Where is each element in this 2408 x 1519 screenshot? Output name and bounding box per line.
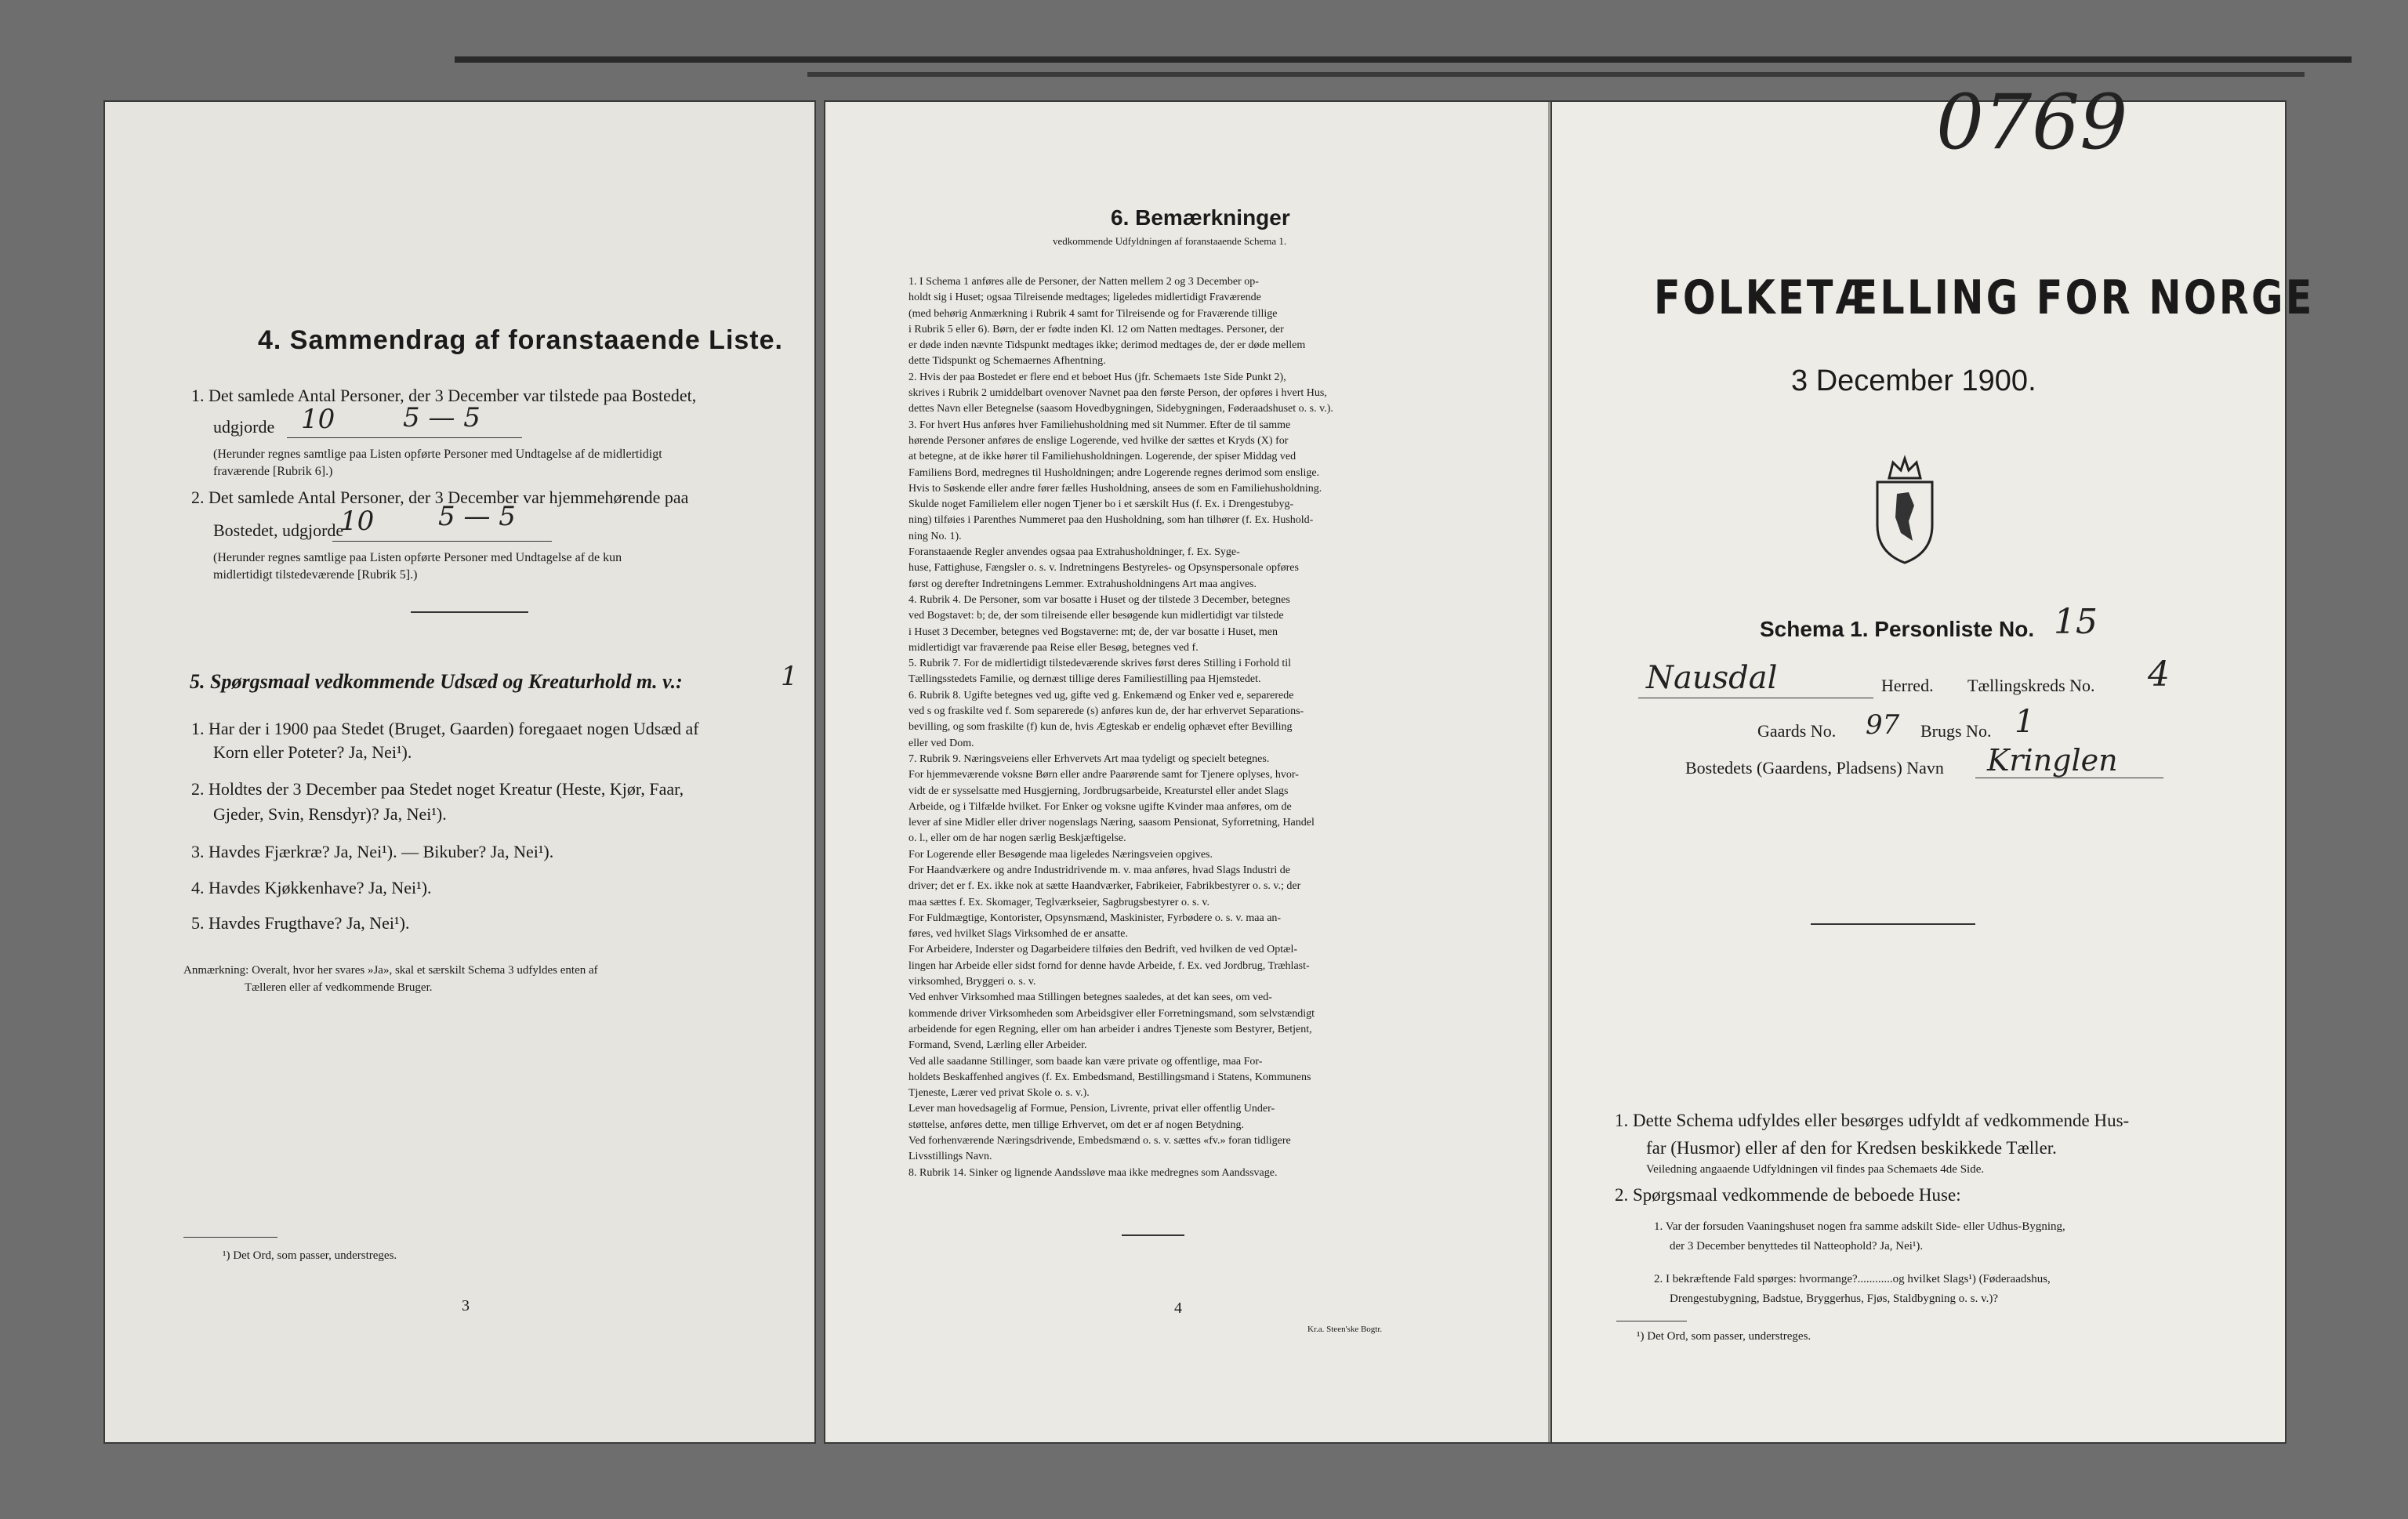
note-2-q1-line1: 1. Var der forsuden Vaaningshuset nogen fra samme adskilt Side- eller Udhus-Bygning, bbox=[1654, 1220, 2065, 1233]
s5-q1-line1: 1. Har der i 1900 paa Stedet (Bruget, Gaarden) foregaaet nogen Udsæd af bbox=[191, 719, 699, 738]
remark-line: For Arbeidere, Inderster og Dagarbeidere tilføies den Bedrift, ved hvilken de ved Optæl- bbox=[908, 944, 1298, 956]
remark-line: holdt sig i Huset; ogsaa Tilreisende medtages; ligeledes midlertidigt Fraværende bbox=[908, 292, 1261, 304]
remark-line: hørende Personer anføres de enslige Logerende, ved hvilke der sættes et Kryds (X) for bbox=[908, 434, 1289, 447]
remark-line2: Tælleren eller af vedkommende Bruger. bbox=[245, 981, 433, 994]
bosted-name: Kringlen bbox=[1987, 743, 2118, 778]
s4-q1-note1: (Herunder regnes samtlige paa Listen opførte Personer med Undtagelse af de midlertidigt bbox=[213, 448, 662, 461]
remark-line: holdets Beskaffenhed angives (f. Ex. Embedsmand, Bestillingsmand i Statens, Kommunens bbox=[908, 1071, 1311, 1083]
remark-line: ning No. 1). bbox=[908, 530, 962, 542]
remark-line: Livsstillings Navn. bbox=[908, 1151, 992, 1163]
s4-q2-line1: 2. Det samlede Antal Personer, der 3 December var hjemmehørende paa bbox=[191, 488, 689, 507]
remark-line: 8. Rubrik 14. Sinker og lignende Aandssløve maa ikke medregnes som Aandssvage. bbox=[908, 1166, 1278, 1179]
s5-q2-line1: 2. Holdtes der 3 December paa Stedet noget Kreatur (Heste, Kjør, Faar, bbox=[191, 779, 684, 799]
remark-line: Hvis to Søskende eller andre fører fælles Husholdning, ansees de som en Familiehusholdning. bbox=[908, 482, 1322, 495]
scan-edge-top bbox=[455, 56, 2352, 63]
remark-line: Familiens Bord, medregnes til Husholdningen; andre Logerende regnes derimod som enslige. bbox=[908, 466, 1320, 479]
remark-line: maa sættes f. Ex. Skomager, Teglværkseier, Sagbrugsbestyrer o. s. v. bbox=[908, 896, 1209, 908]
s4-q1-underline bbox=[287, 437, 522, 438]
note-2-q2-line2: Drengestubygning, Badstue, Bryggerhus, Fjøs, Staldbygning o. s. v.)? bbox=[1670, 1292, 1998, 1305]
remark-line: 5. Rubrik 7. For de midlertidigt tilstedeværende skrives først deres Stilling i Forhold til bbox=[908, 658, 1292, 670]
census-title: FOLKETÆLLING FOR NORGE bbox=[1654, 270, 2315, 325]
s5-q5: 5. Havdes Frugthave? Ja, Nei¹). bbox=[191, 913, 410, 933]
remark-line: føres, ved hvilket Slags Virksomhed de er ansatte. bbox=[908, 928, 1128, 941]
s5-q1-line2: Korn eller Poteter? Ja, Nei¹). bbox=[213, 742, 412, 762]
remark-line: Formand, Svend, Lærling eller Arbeider. bbox=[908, 1039, 1087, 1052]
remark-line: Ved enhver Virksomhed maa Stillingen betegnes saaledes, at det kan sees, om ved- bbox=[908, 992, 1272, 1004]
separator-rule bbox=[411, 611, 528, 613]
printer-mark: Kr.a. Steen'ske Bogtr. bbox=[1307, 1325, 1383, 1334]
s4-q2-note1: (Herunder regnes samtlige paa Listen opførte Personer med Undtagelse af de kun bbox=[213, 551, 622, 564]
remark-line: først og derefter Indretningens Lemmer. Extrahusholdningens Art maa angives. bbox=[908, 578, 1257, 590]
remark-line: 7. Rubrik 9. Næringsveiens eller Erhvervets Art maa tydeligt og specielt betegnes. bbox=[908, 752, 1270, 765]
remark-line: Tjeneste, Lærer ved privat Skole o. s. v.). bbox=[908, 1087, 1090, 1100]
brugs-number: 1 bbox=[2015, 704, 2035, 740]
remark-line: Tællingsstedets Familie, og dernæst tillige deres Familiestilling paa Hjemstedet. bbox=[908, 673, 1261, 686]
footnote: ¹) Det Ord, som passer, understreges. bbox=[223, 1249, 397, 1262]
note-2-q1-line2: der 3 December benyttedes til Natteophold? Ja, Nei¹). bbox=[1670, 1240, 1924, 1253]
remark-line: bevilling, og som fraskilte (f) kun de, hvis Ægteskab er endelig ophævet efter Bevilling bbox=[908, 721, 1293, 734]
remark-line: Arbeide, og i Tilfælde hvilket. For Enker og voksne ugifte Kvinder maa anføres, om de bbox=[908, 800, 1292, 813]
remark-line: Ved alle saadanne Stillinger, som baade kan være private og offentlige, maa For- bbox=[908, 1055, 1263, 1068]
remark-line: For Fuldmægtige, Kontorister, Opsynsmænd, Maskinister, Fyrbødere o. s. v. maa an- bbox=[908, 912, 1282, 924]
page-number: 3 bbox=[462, 1297, 470, 1314]
remark-line: lingen har Arbeide eller sidst fornd for denne havde Arbeide, f. Ex. ved Jordbrug, Træhlast- bbox=[908, 959, 1310, 972]
s4-q1-hand: 5 — 5 bbox=[403, 402, 481, 433]
remark-line: For Logerende eller Besøgende maa ligeledes Næringsveien opgives. bbox=[908, 848, 1213, 861]
page-1 bbox=[1552, 78, 2315, 1442]
remark-line: ning) tilføies i Parenthes Nummeret paa den Husholdning, som han tilhører (f. Ex. Hushold- bbox=[908, 514, 1314, 527]
schema-label: Schema 1. Personliste No. bbox=[1760, 617, 2035, 641]
remark-line: skrives i Rubrik 2 umiddelbart ovenover Navnet paa den første Person, der opføres i hvert Hus, bbox=[908, 387, 1327, 400]
remark-line: 3. For hvert Hus anføres hver Familiehusholdning med sit Nummer. Efter de til samme bbox=[908, 419, 1291, 431]
note-2-q2-line1: 2. I bekræftende Fald spørges: hvormange?............og hvilket Slags¹) (Føderaadshus, bbox=[1654, 1273, 2051, 1285]
remark-line: Foranstaaende Regler anvendes ogsaa paa Extrahusholdninger, f. Ex. Syge- bbox=[908, 546, 1240, 559]
remark-line: at betegne, at de ikke hører til Familiehusholdningen. Logerende, der spiser Middag ved bbox=[908, 451, 1296, 463]
herred-name: Nausdal bbox=[1646, 660, 1778, 696]
remark-line: Skulde noget Familielem eller nogen Tjener bo i et særskilt Hus (f. Ex. i Drengestubyg- bbox=[908, 498, 1294, 511]
remark-line: ved s og fraskilte ved f. Som separerede (s) anføres kun de, der har erhvervet Separations- bbox=[908, 705, 1304, 718]
footnote-rule bbox=[183, 1237, 277, 1238]
s5-q4: 4. Havdes Kjøkkenhave? Ja, Nei¹). bbox=[191, 878, 432, 897]
remark-line: midlertidigt var fraværende paa Reise eller Besøg, betegnes ved f. bbox=[908, 641, 1199, 654]
remarks-text bbox=[908, 274, 1520, 1181]
remark-line: i Huset 3 December, betegnes ved Bogstaverne: mt; de, der var bosatte i Huset, men bbox=[908, 625, 1278, 638]
remark-line: o. l., eller om de har nogen særlig Beskjæftigelse. bbox=[908, 832, 1126, 845]
remark-line: i Rubrik 5 eller 6). Børn, der er fødte inden Kl. 12 om Natten medtages. Personer, der bbox=[908, 323, 1284, 335]
note-1-line1: 1. Dette Schema udfyldes eller besørges udfyldt af vedkommende Hus- bbox=[1615, 1111, 2130, 1130]
remark-line: støttelse, anføres dette, men tillige Erhvervet, om det er af nogen Betydning. bbox=[908, 1118, 1245, 1131]
end-rule bbox=[1122, 1234, 1184, 1236]
remark-line: driver; det er f. Ex. ikke nok at sætte Haandværker, Fabrikeier, Fabrikbestyrer o. s. v.; der bbox=[908, 880, 1301, 893]
remark-line: 4. Rubrik 4. De Personer, som var bosatte i Huset og der tilstede 3 December, betegnes bbox=[908, 593, 1290, 606]
remark-line: ved Bogstavet: b; de, der som tilreisende eller besøgende kun midlertidigt var tilstede bbox=[908, 610, 1284, 622]
s4-q2-underline bbox=[332, 541, 552, 542]
schema-number: 15 bbox=[2054, 602, 2098, 642]
remark-line: 6. Rubrik 8. Ugifte betegnes ved ug, gifte ved g. Enkemænd og Enker ved e, separerede bbox=[908, 689, 1294, 701]
remark-line: dette Tidspunkt og Schemaernes Afhentning. bbox=[908, 355, 1106, 368]
note-2-title: 2. Spørgsmaal vedkommende de beboede Huse: bbox=[1615, 1185, 1961, 1205]
remark-line1: Anmærkning: Overalt, hvor her svares »Ja», skal et særskilt Schema 3 udfyldes enten af bbox=[183, 964, 598, 977]
remark-line: For hjemmeværende voksne Børn eller andre Paarørende samt for Tjenere oplyses, hvor- bbox=[908, 769, 1299, 781]
remark-line: For Haandværkere og andre Industridrivende m. v. maa anføres, hvad Slags Industri de bbox=[908, 864, 1291, 876]
s4-q1-value: 10 bbox=[301, 404, 335, 435]
note-1-line2: far (Husmor) eller af den for Kredsen beskikkede Tæller. bbox=[1646, 1138, 2057, 1158]
s4-q1-note2: fraværende [Rubrik 6].) bbox=[213, 465, 333, 478]
scan-edge-top-inner bbox=[807, 72, 2305, 77]
remark-line: dettes Navn eller Betegnelse (saasom Hovedbygningen, Sidebygningen, Føderaadshuset o. s. v.). bbox=[908, 403, 1333, 415]
archive-number: 0769 bbox=[1936, 78, 2128, 166]
remark-line: Lever man hovedsagelig af Formue, Pension, Livrente, privat eller offentlig Under- bbox=[908, 1103, 1275, 1115]
remark-line: kommende driver Virksomheden som Arbeidsgiver eller Forretningsmand, som selvstændigt bbox=[908, 1007, 1315, 1020]
remark-line: eller ved Dom. bbox=[908, 737, 974, 749]
remark-line: Ved forhenværende Næringsdrivende, Embedsmænd o. s. v. sættes «fv.» foran tidligere bbox=[908, 1135, 1291, 1147]
brugs-label: Brugs No. bbox=[1920, 721, 1992, 741]
section-5-title: 5. Spørgsmaal vedkommende Udsæd og Kreaturhold m. v.: bbox=[190, 670, 683, 693]
section-6-title: 6. Bemærkninger bbox=[1111, 205, 1290, 230]
remark-line: 1. I Schema 1 anføres alle de Personer, der Natten mellem 2 og 3 December op- bbox=[908, 276, 1259, 288]
ornament-rule bbox=[1811, 923, 1975, 925]
bosted-label: Bostedets (Gaardens, Pladsens) Navn bbox=[1685, 758, 1944, 778]
remark-line: (med behørig Anmærkning i Rubrik 4 samt for Tilreisende og for Fraværende tillige bbox=[908, 307, 1278, 320]
remark-line: lever af sine Midler eller driver nogenslags Næring, saasom Pensionat, Syforretning, Handel bbox=[908, 817, 1315, 829]
s5-q2-line2: Gjeder, Svin, Rensdyr)? Ja, Nei¹). bbox=[213, 804, 447, 824]
kreds-label: Tællingskreds No. bbox=[1967, 676, 2095, 695]
remark-line: huse, Fattighuse, Fængsler o. s. v. Indretningens Bestyreles- og Opsynspersonale opføres bbox=[908, 562, 1299, 575]
remark-line: 2. Hvis der paa Bostedet er flere end et beboet Hus (jfr. Schemaets 1ste Side Punkt 2), bbox=[908, 371, 1286, 383]
s4-q2-line2: Bostedet, udgjorde bbox=[213, 520, 344, 540]
footnote: ¹) Det Ord, som passer, understreges. bbox=[1637, 1330, 1811, 1343]
remark-line: er døde inden nævnte Tidspunkt medtages ikke; derimod medtages de, der er døde mellem bbox=[908, 339, 1306, 352]
s4-q1-line2: udgjorde bbox=[213, 417, 275, 437]
section-5-mark: 1 bbox=[781, 661, 798, 692]
norway-coat-of-arms-icon bbox=[1866, 447, 1944, 564]
s4-q1-line1: 1. Det samlede Antal Personer, der 3 December var tilstede paa Bostedet, bbox=[191, 386, 697, 405]
remark-line: vidt de er sysselsatte med Husgjerning, Jordbrugsarbeide, Kreaturstel eller andet Slags bbox=[908, 785, 1289, 797]
kreds-number: 4 bbox=[2148, 654, 2170, 694]
page-3 bbox=[105, 102, 814, 1442]
note-1-line3: Veiledning angaaende Udfyldningen vil findes paa Schemaets 4de Side. bbox=[1646, 1163, 1985, 1176]
gaards-number: 97 bbox=[1866, 709, 1900, 741]
s4-q2-value: 10 bbox=[340, 506, 375, 537]
remark-line: arbeidende for egen Regning, eller om han arbeider i andres Tjeneste som Bestyrer, Betjent, bbox=[908, 1023, 1312, 1035]
s5-q3: 3. Havdes Fjærkræ? Ja, Nei¹). — Bikuber? Ja, Nei¹). bbox=[191, 842, 554, 861]
page-number: 4 bbox=[1174, 1300, 1182, 1317]
herred-label: Herred. bbox=[1881, 676, 1934, 695]
section-6-subtitle: vedkommende Udfyldningen af foranstaaende Schema 1. bbox=[1053, 235, 1287, 247]
remark-line: virksomhed, Bryggeri o. s. v. bbox=[908, 976, 1036, 988]
gaards-label: Gaards No. bbox=[1757, 721, 1837, 741]
census-date: 3 December 1900. bbox=[1791, 364, 2036, 397]
s4-q2-hand: 5 — 5 bbox=[438, 501, 516, 532]
s4-q2-note2: midlertidigt tilstedeværende [Rubrik 5].) bbox=[213, 568, 418, 582]
page-4 bbox=[825, 102, 1550, 1442]
section-4-title: 4. Sammendrag af foranstaaende Liste. bbox=[258, 325, 783, 355]
